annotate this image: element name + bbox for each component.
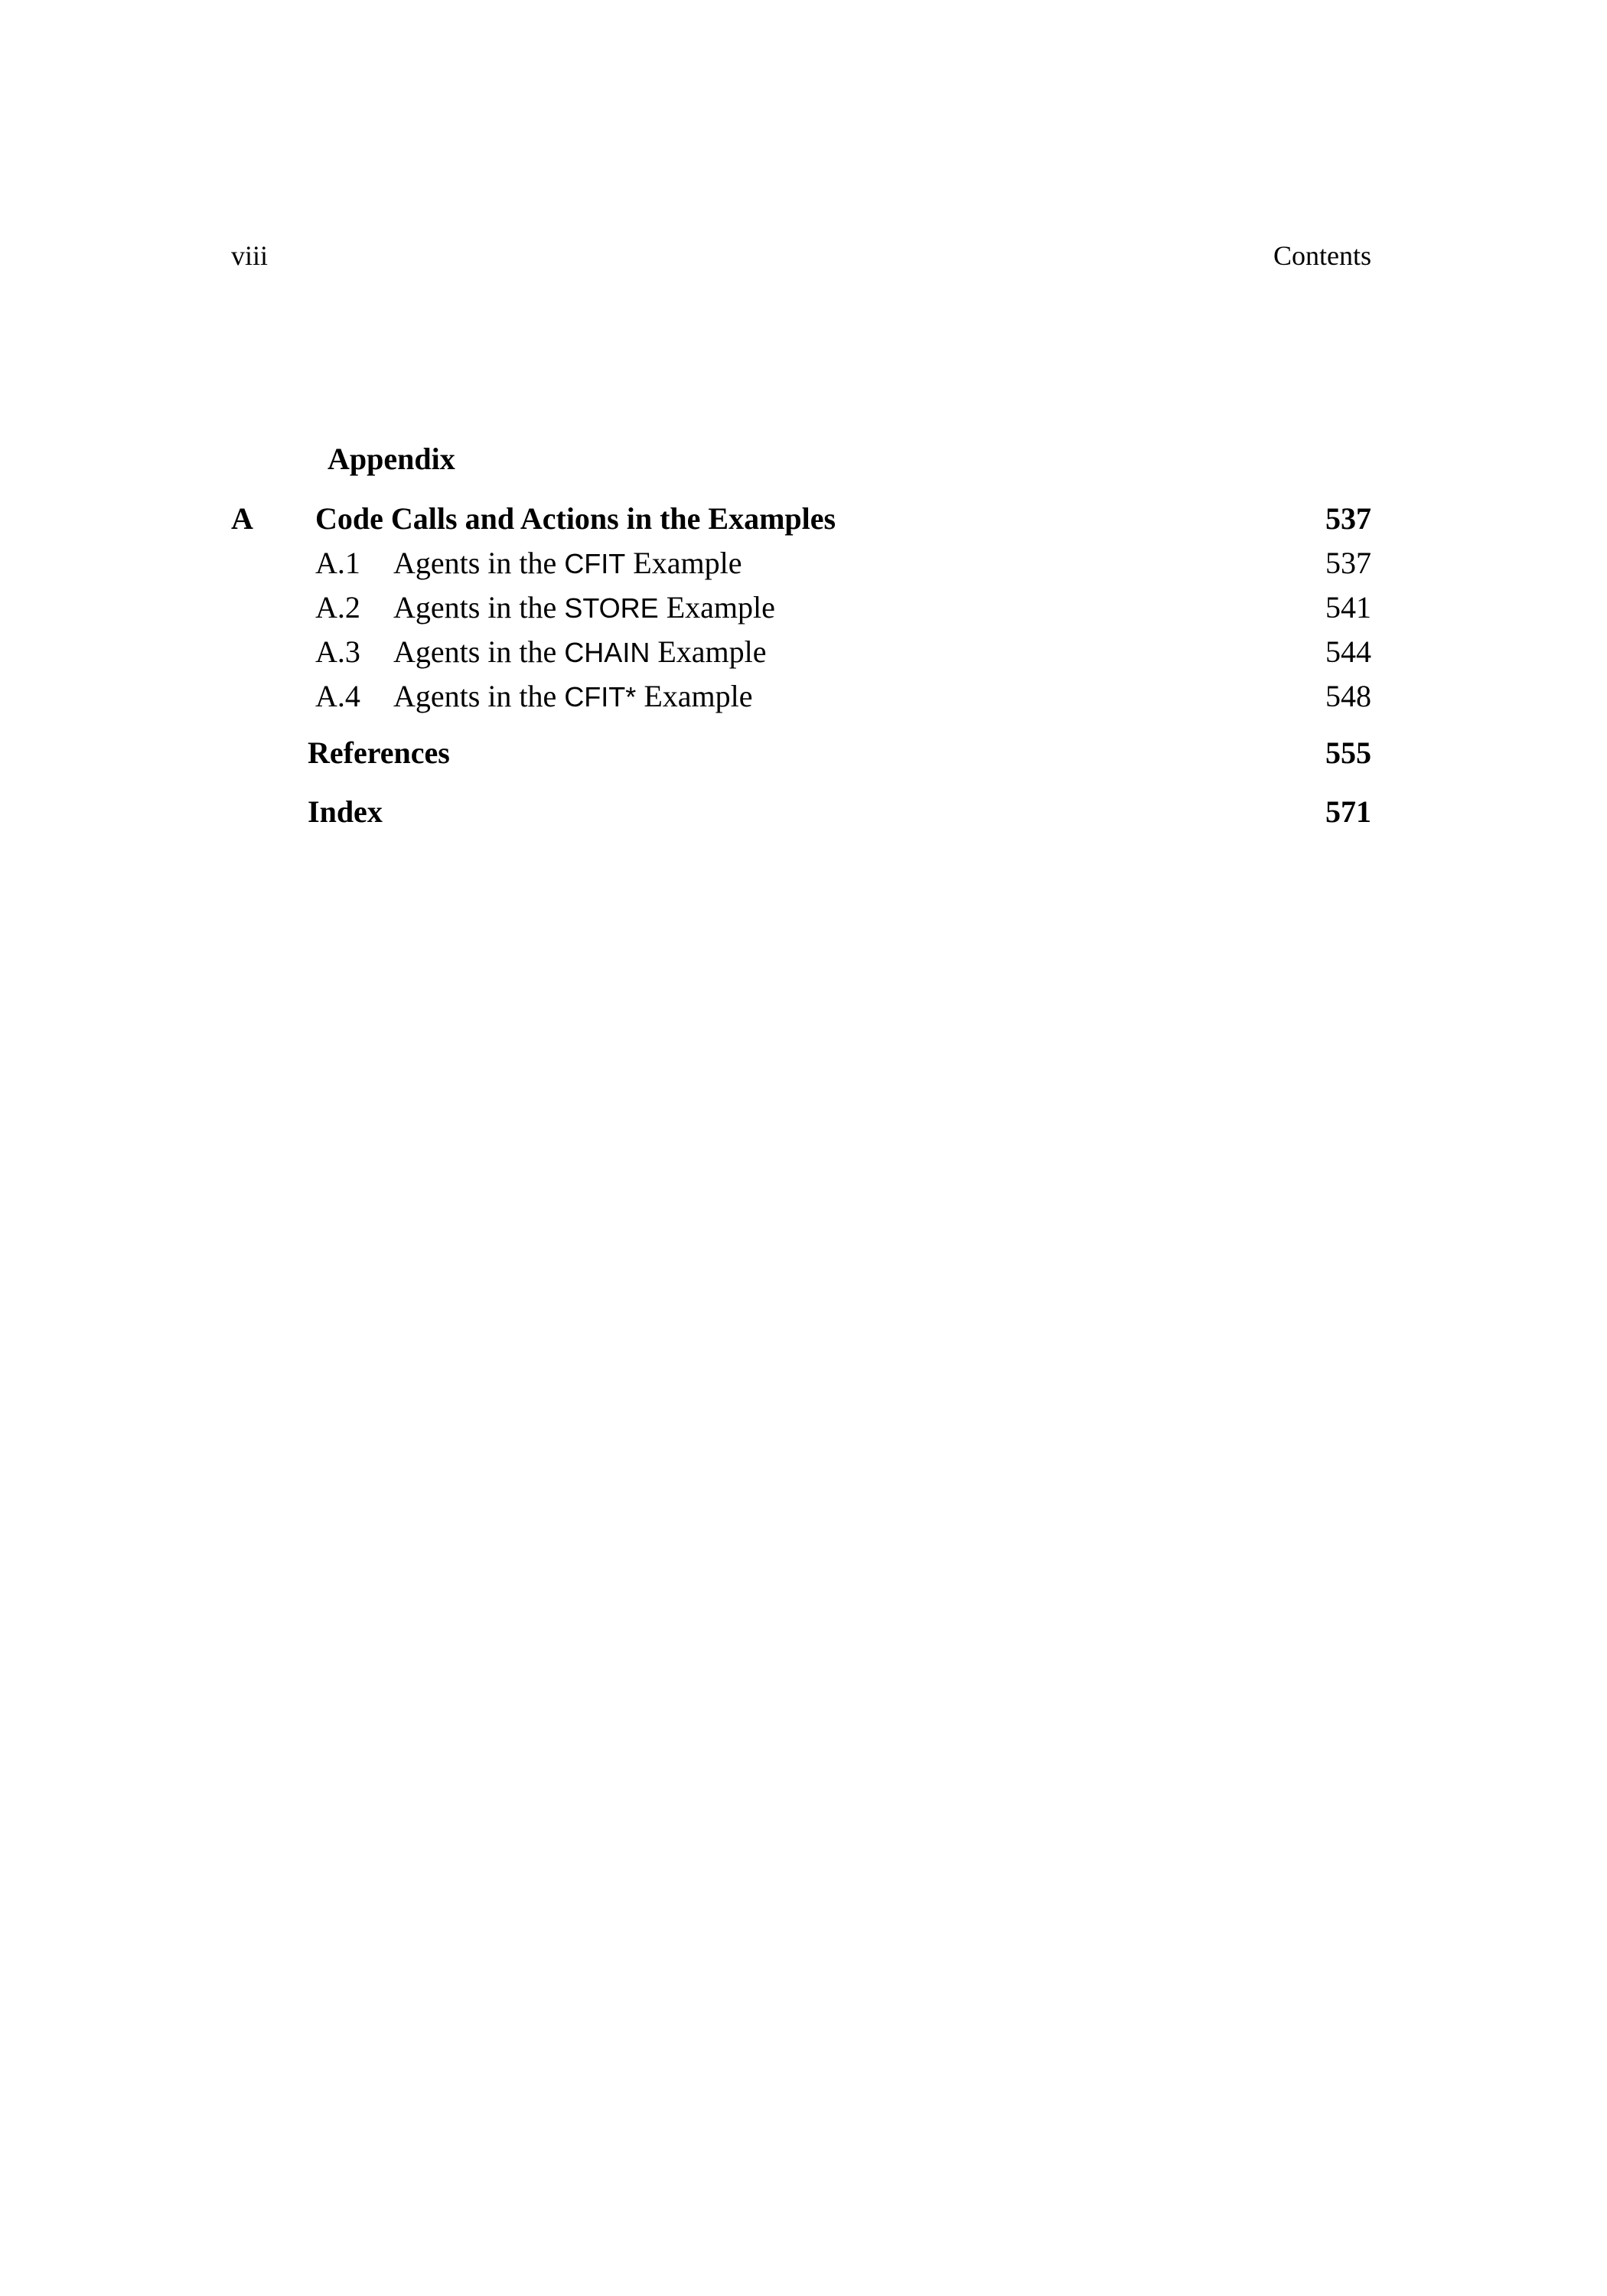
section-page: 541 xyxy=(1325,590,1371,625)
chapter-number: A xyxy=(231,501,253,536)
index-page: 571 xyxy=(1325,794,1371,829)
example-name: CFIT xyxy=(564,548,626,579)
toc-backmatter-entry xyxy=(231,732,1371,775)
index-title: Index xyxy=(308,794,383,829)
section-number: A.2 xyxy=(315,590,360,625)
example-name: CFIT* xyxy=(564,681,637,713)
running-title: Contents xyxy=(1273,240,1371,271)
section-number: A.1 xyxy=(315,546,360,580)
toc-section-entry xyxy=(231,675,1371,718)
references-title: References xyxy=(308,735,450,770)
toc-section-entry xyxy=(231,631,1371,673)
example-name: STORE xyxy=(564,592,659,624)
section-title: Agents in the CFIT Example xyxy=(393,546,742,580)
running-header xyxy=(231,239,1371,272)
toc-section-entry xyxy=(231,542,1371,585)
section-number: A.4 xyxy=(315,679,360,713)
toc-section-heading xyxy=(231,438,1371,481)
section-title: Agents in the CFIT* Example xyxy=(393,679,753,713)
references-page: 555 xyxy=(1325,735,1371,770)
section-page: 548 xyxy=(1325,679,1371,713)
example-name: CHAIN xyxy=(564,637,650,668)
section-page: 537 xyxy=(1325,546,1371,580)
appendix-label: Appendix xyxy=(328,442,455,476)
page-number: viii xyxy=(231,240,269,271)
toc-backmatter-entry xyxy=(231,791,1371,833)
toc-chapter-entry xyxy=(231,497,1371,540)
section-title: Agents in the STORE Example xyxy=(393,590,775,625)
chapter-page: 537 xyxy=(1325,501,1371,536)
toc-section-entry xyxy=(231,586,1371,629)
section-title: Agents in the CHAIN Example xyxy=(393,634,767,669)
section-number: A.3 xyxy=(315,634,360,669)
chapter-title: Code Calls and Actions in the Examples xyxy=(315,501,836,536)
section-page: 544 xyxy=(1325,634,1371,669)
